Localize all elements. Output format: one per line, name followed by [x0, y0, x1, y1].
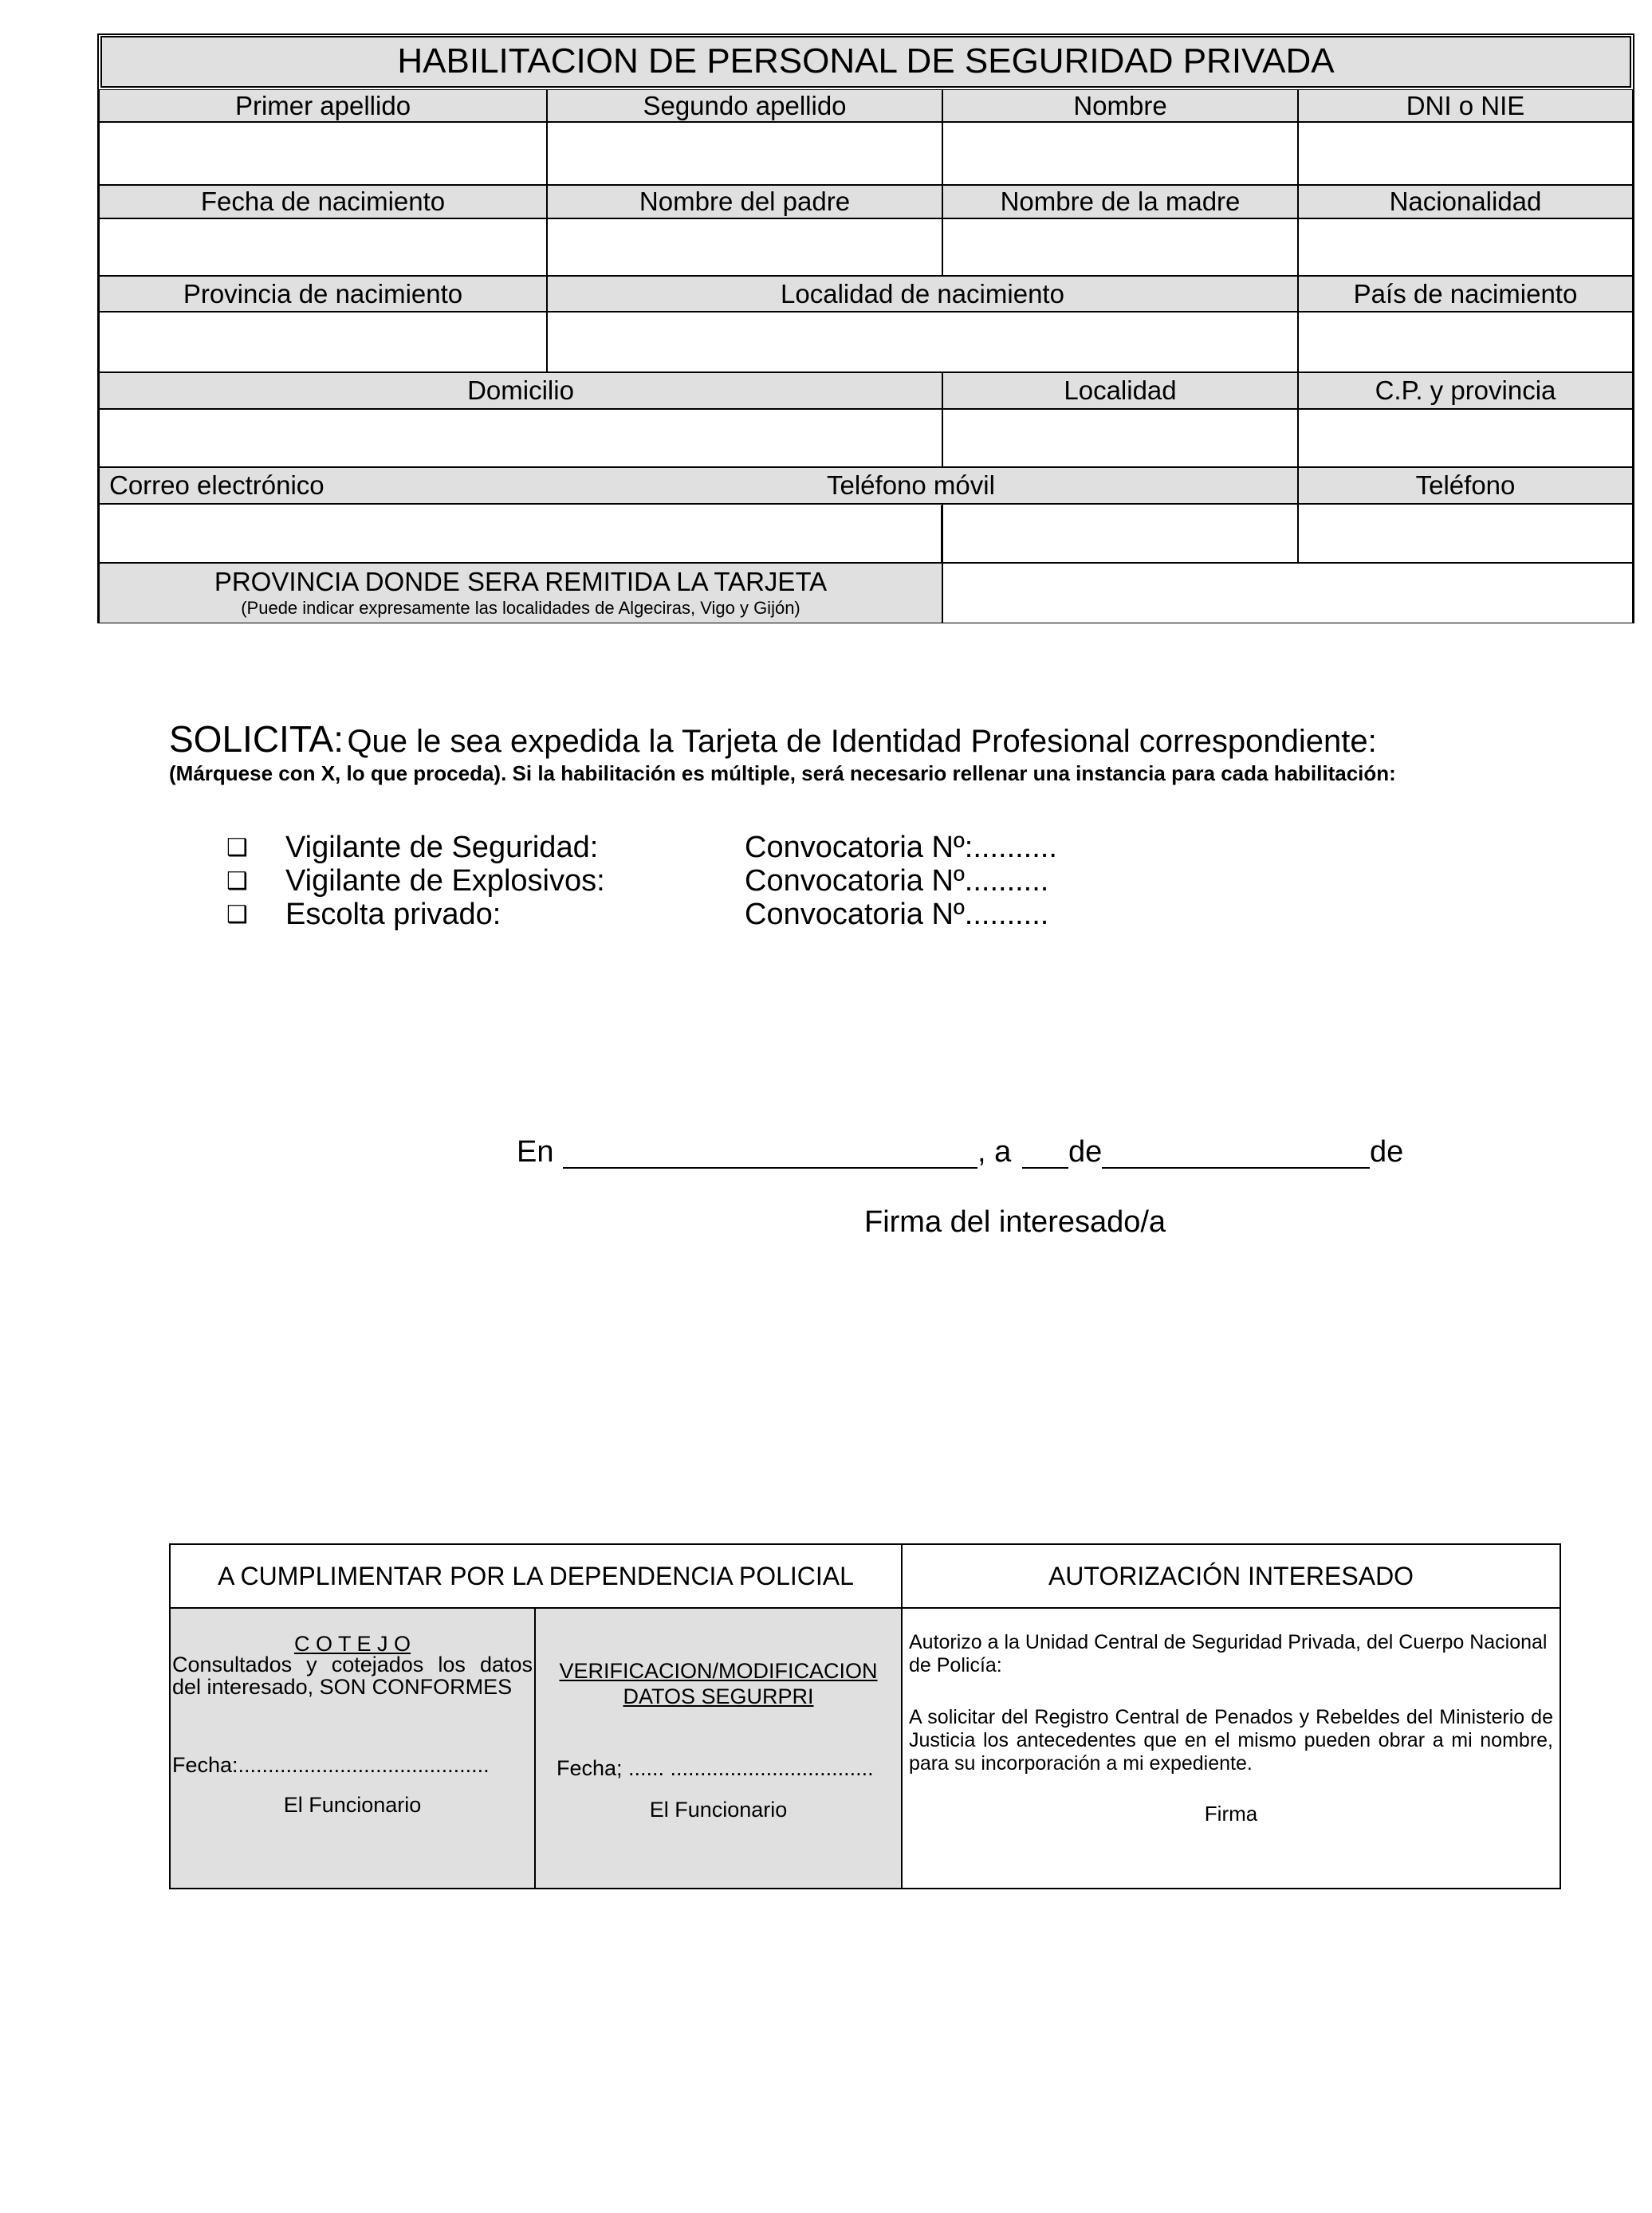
de-label-2: de	[1370, 1135, 1404, 1169]
header-correo: Correo electrónico	[109, 470, 324, 500]
province-remision-label-cell	[99, 563, 942, 623]
de-label-1: de	[1068, 1135, 1103, 1169]
solicita-note: (Márquese con X, lo que proceda). Si la habilitación es múltiple, será necesario rellenar una instancia para cada habilitación:	[169, 761, 1396, 785]
month-line[interactable]	[1102, 1167, 1370, 1169]
verificacion-title-2: DATOS SEGURPRI	[623, 1684, 814, 1708]
header-primer-apellido: Primer apellido	[99, 89, 547, 122]
header-localidad: Localidad	[942, 372, 1298, 409]
localidad-nacimiento-field[interactable]	[547, 312, 1298, 372]
cotejo-funcionario: El Funcionario	[283, 1793, 422, 1817]
solicita-heading	[169, 717, 1620, 761]
cotejo-text-1: Consultados y cotejados los datos	[172, 1653, 533, 1676]
option-label: Vigilante de Seguridad:	[285, 831, 599, 864]
header-fecha-nacimiento: Fecha de nacimiento	[99, 185, 547, 218]
header-cp-provincia: C.P. y provincia	[1298, 372, 1633, 409]
header-nombre-madre: Nombre de la madre	[942, 185, 1298, 218]
checkbox-escolta-privado[interactable]: ❑	[226, 902, 248, 928]
localidad-field[interactable]	[942, 409, 1298, 467]
option-label: Escolta privado:	[285, 898, 502, 931]
verificacion-funcionario: El Funcionario	[649, 1798, 788, 1822]
pais-nacimiento-field[interactable]	[1298, 312, 1633, 372]
solicita-keyword: SOLICITA:	[169, 718, 344, 760]
firma-interesado: Firma del interesado/a	[864, 1205, 1166, 1239]
header-localidad-nacimiento: Localidad de nacimiento	[547, 276, 1298, 312]
telefono-movil-field[interactable]	[942, 504, 1298, 563]
nombre-field[interactable]	[942, 122, 1298, 185]
cp-provincia-field[interactable]	[1298, 409, 1633, 467]
checkbox-vigilante-seguridad[interactable]: ❑	[226, 835, 248, 861]
header-nombre: Nombre	[942, 89, 1298, 122]
header-provincia-nacimiento: Provincia de nacimiento	[99, 276, 547, 312]
header-telefono-movil: Teléfono móvil	[827, 470, 995, 500]
nacionalidad-field[interactable]	[1298, 218, 1633, 276]
convocatoria-label: Convocatoria Nº:..........	[745, 831, 1057, 864]
autorizacion-text-2: A solicitar del Registro Central de Penados y Rebeldes del Ministerio de Justicia los antecedentes que en el mismo pueden obrar a mi nombre, para su incorporación a mi expediente.	[909, 1706, 1553, 1775]
checkbox-vigilante-explosivos[interactable]: ❑	[226, 868, 248, 894]
cotejo-text-2: del interesado, SON CONFORMES	[172, 1675, 513, 1699]
solicita-text: Que le sea expedida la Tarjeta de Identidad Profesional correspondiente:	[347, 724, 1377, 759]
fecha-nacimiento-field[interactable]	[99, 218, 547, 276]
convocatoria-label: Convocatoria Nº..........	[745, 864, 1049, 898]
a-label: , a	[977, 1135, 1012, 1169]
nombre-madre-field[interactable]	[942, 218, 1298, 276]
telefono-field[interactable]	[1298, 504, 1633, 563]
header-correo-telefono-movil	[99, 467, 1298, 504]
header-domicilio: Domicilio	[99, 372, 942, 409]
province-remision-note: (Puede indicar expresamente las localidades de Algeciras, Vigo y Gijón)	[241, 598, 800, 618]
segundo-apellido-field[interactable]	[547, 122, 942, 185]
verificacion-title-1: VERIFICACION/MODIFICACION	[559, 1659, 878, 1683]
header-telefono: Teléfono	[1298, 467, 1633, 504]
option-label: Vigilante de Explosivos:	[285, 864, 605, 898]
header-pais-nacimiento: País de nacimiento	[1298, 276, 1633, 312]
autorizacion-cell	[901, 1607, 1561, 1889]
provincia-nacimiento-field[interactable]	[99, 312, 547, 372]
dni-field[interactable]	[1298, 122, 1633, 185]
cotejo-title: C O T E J O	[293, 1632, 411, 1656]
place-label: En	[517, 1135, 554, 1169]
cotejo-cell	[169, 1607, 536, 1889]
domicilio-field[interactable]	[99, 409, 942, 467]
autorizacion-text-1: Autorizo a la Unidad Central de Seguridad Privada, del Cuerpo Nacional de Policía:	[909, 1631, 1548, 1676]
verificacion-fecha[interactable]: Fecha; ...... ..................................	[557, 1756, 874, 1780]
province-remision-field[interactable]	[942, 563, 1633, 623]
cotejo-fecha[interactable]: Fecha:..........................................	[172, 1753, 490, 1777]
header-dni: DNI o NIE	[1298, 89, 1633, 122]
province-remision-label: PROVINCIA DONDE SERA REMITIDA LA TARJETA	[214, 567, 828, 596]
place-line[interactable]	[563, 1167, 977, 1169]
verificacion-cell	[534, 1607, 903, 1889]
header-segundo-apellido: Segundo apellido	[547, 89, 942, 122]
police-header-right: AUTORIZACIÓN INTERESADO	[901, 1543, 1561, 1609]
autorizacion-firma: Firma	[1204, 1802, 1258, 1826]
day-line[interactable]	[1022, 1167, 1068, 1169]
police-header-left: A CUMPLIMENTAR POR LA DEPENDENCIA POLICIAL	[169, 1543, 903, 1609]
header-nacionalidad: Nacionalidad	[1298, 185, 1633, 218]
form-title: HABILITACION DE PERSONAL DE SEGURIDAD PRIVADA	[100, 36, 1631, 88]
nombre-padre-field[interactable]	[547, 218, 942, 276]
header-nombre-padre: Nombre del padre	[547, 185, 942, 218]
convocatoria-label: Convocatoria Nº..........	[745, 898, 1049, 931]
primer-apellido-field[interactable]	[99, 122, 547, 185]
correo-field[interactable]	[99, 504, 942, 563]
